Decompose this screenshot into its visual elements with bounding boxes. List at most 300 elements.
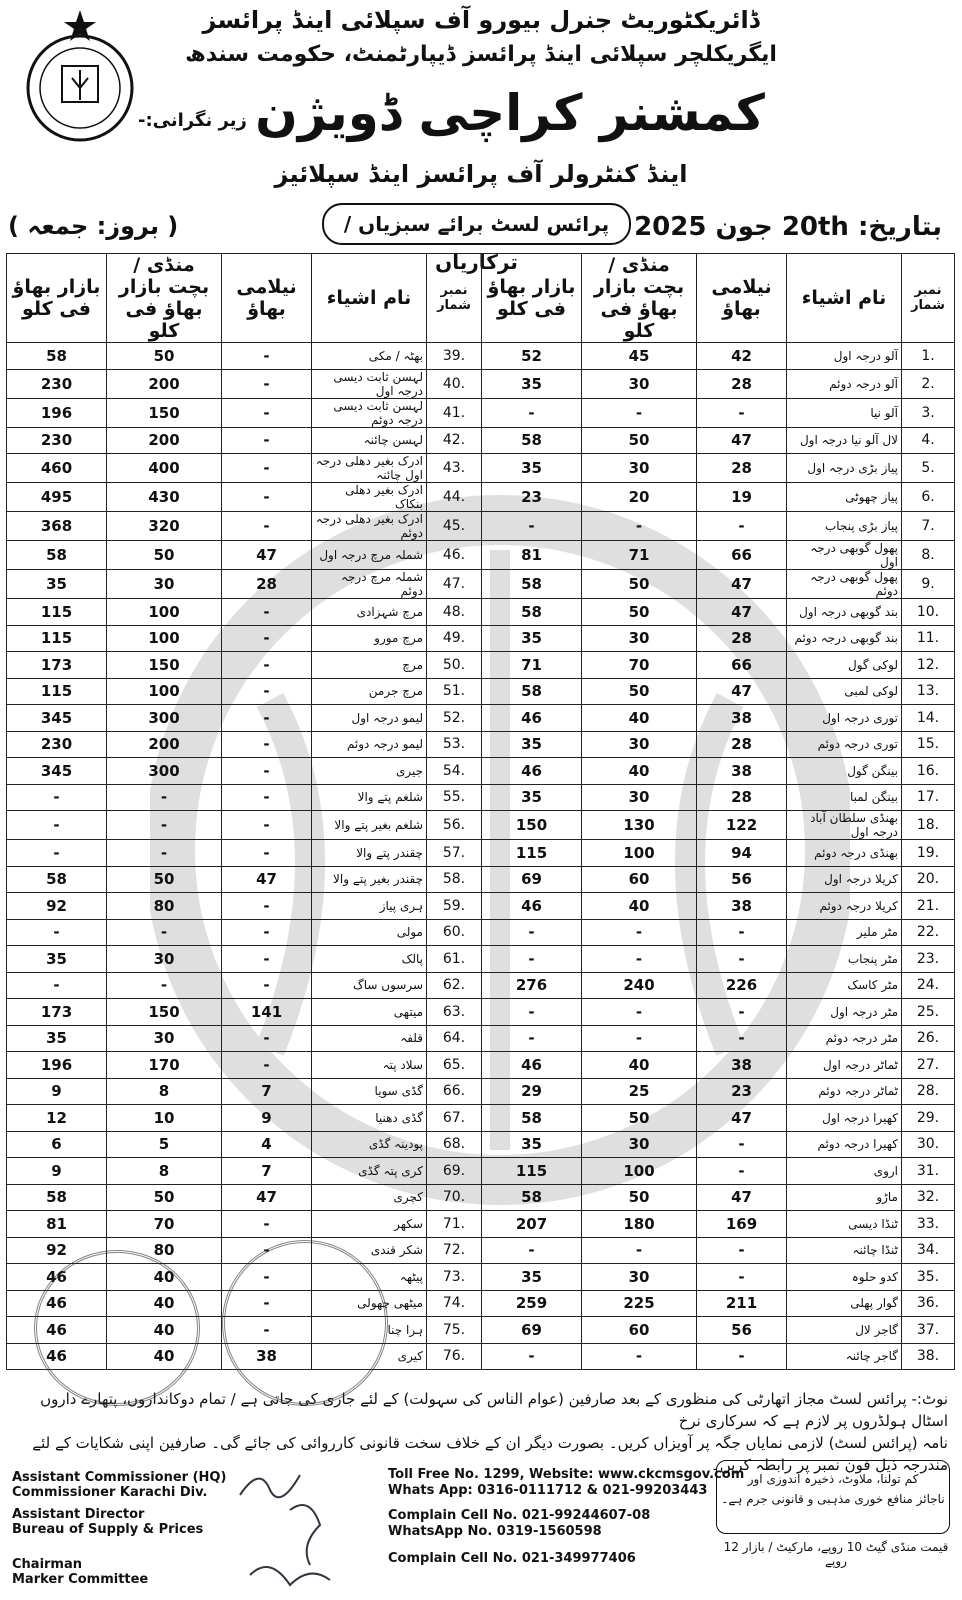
auction-cell: - bbox=[222, 1237, 312, 1264]
table-row bbox=[7, 369, 955, 398]
item-name-cell: ٹنڈا دیسی bbox=[787, 1211, 902, 1238]
table-row bbox=[7, 678, 955, 705]
col-mandi-left: منڈی / بچت بازار بھاؤ فی کلو bbox=[107, 254, 222, 343]
auction-cell: 66 bbox=[697, 541, 787, 570]
col-auction-right: نیلامی بھاؤ bbox=[697, 254, 787, 343]
bazar-cell: 46 bbox=[482, 758, 582, 785]
item-name-cell: لیمو درجہ اول bbox=[312, 705, 427, 732]
serial-cell: 32. bbox=[902, 1184, 955, 1211]
mandi-cell: - bbox=[107, 972, 222, 999]
item-name-cell: لوکی گول bbox=[787, 652, 902, 679]
item-name-cell: آلو درجہ اول bbox=[787, 343, 902, 370]
serial-cell: 24. bbox=[902, 972, 955, 999]
auction-cell: - bbox=[222, 972, 312, 999]
bazar-cell: 9 bbox=[7, 1158, 107, 1185]
auction-cell: 28 bbox=[697, 784, 787, 811]
signatory-1-title: Assistant Commissioner (HQ) bbox=[12, 1470, 227, 1485]
bazar-cell: 115 bbox=[7, 678, 107, 705]
auction-cell: 141 bbox=[222, 999, 312, 1026]
item-name-cell: آلو نیا bbox=[787, 398, 902, 427]
bazar-cell: 35 bbox=[482, 454, 582, 483]
bazar-cell: - bbox=[7, 784, 107, 811]
item-name-cell: شلغم بغیر پتے والا bbox=[312, 811, 427, 840]
table-row bbox=[7, 1131, 955, 1158]
mandi-cell: 200 bbox=[107, 731, 222, 758]
item-name-cell: چقندر بغیر پتے والا bbox=[312, 866, 427, 893]
notice-line-1: نوٹ:- پرائس لسٹ مجاز اتھارٹی کی منظوری کے بعد صارفین (عوام الناس کی سہولت) کے لئے جاری کی جاتی ہے / تمام دوکانداروں، پتھارے داروں اسٹال ہولڈروں پر لازم ہے کہ سرکاری نرخ bbox=[40, 1390, 948, 1430]
table-row bbox=[7, 999, 955, 1026]
auction-cell: - bbox=[697, 512, 787, 541]
item-name-cell: ٹماٹر درجہ اول bbox=[787, 1052, 902, 1079]
mandi-cell: 80 bbox=[107, 893, 222, 920]
signatory-1-office: Commissioner Karachi Div. bbox=[12, 1485, 208, 1500]
serial-cell: 55. bbox=[427, 784, 482, 811]
serial-cell: 41. bbox=[427, 398, 482, 427]
mandi-cell: 300 bbox=[107, 705, 222, 732]
bazar-cell: 115 bbox=[482, 1158, 582, 1185]
item-name-cell: شملہ مرچ درجہ دوئم bbox=[312, 570, 427, 599]
bazar-cell: - bbox=[7, 919, 107, 946]
col-item-right: نام اشیاء bbox=[787, 254, 902, 343]
bazar-cell: 35 bbox=[7, 946, 107, 973]
col-mandi-right: منڈی / بچت بازار بھاؤ فی کلو bbox=[582, 254, 697, 343]
bazar-cell: - bbox=[482, 919, 582, 946]
auction-cell: - bbox=[697, 398, 787, 427]
auction-cell: - bbox=[697, 999, 787, 1026]
mandi-cell: 30 bbox=[582, 454, 697, 483]
bazar-cell: 46 bbox=[7, 1290, 107, 1317]
table-row bbox=[7, 625, 955, 652]
mandi-cell: 80 bbox=[107, 1237, 222, 1264]
auction-cell: 56 bbox=[697, 1317, 787, 1344]
auction-cell: 47 bbox=[697, 678, 787, 705]
mandi-cell: - bbox=[582, 919, 697, 946]
mandi-cell: 50 bbox=[107, 866, 222, 893]
bazar-cell: 115 bbox=[7, 599, 107, 626]
contact-whatsapp-2: WhatsApp No. 0319-1560598 bbox=[388, 1524, 602, 1539]
auction-cell: 47 bbox=[697, 570, 787, 599]
item-name-cell: مٹر ملیر bbox=[787, 919, 902, 946]
auction-cell: 38 bbox=[697, 1052, 787, 1079]
item-name-cell: جیری bbox=[312, 758, 427, 785]
bazar-cell: 58 bbox=[482, 678, 582, 705]
item-name-cell: کریلا درجہ اول bbox=[787, 866, 902, 893]
table-row bbox=[7, 343, 955, 370]
auction-cell: 122 bbox=[697, 811, 787, 840]
bazar-cell: 35 bbox=[482, 1264, 582, 1291]
serial-cell: 50. bbox=[427, 652, 482, 679]
bazar-cell: 58 bbox=[482, 570, 582, 599]
header-directorate: ڈائریکٹوریٹ جنرل بیورو آف سپلائی اینڈ پرائسز bbox=[202, 6, 760, 34]
bazar-cell: 71 bbox=[482, 652, 582, 679]
bazar-cell: 35 bbox=[7, 1025, 107, 1052]
auction-cell: - bbox=[222, 483, 312, 512]
price-list-label: پرائس لسٹ برائے سبزیاں / ترکاریاں bbox=[322, 203, 631, 245]
table-row bbox=[7, 946, 955, 973]
mandi-cell: 40 bbox=[582, 1052, 697, 1079]
auction-cell: 47 bbox=[222, 541, 312, 570]
directorate-stamp bbox=[222, 1240, 388, 1406]
mandi-cell: 45 bbox=[582, 343, 697, 370]
contact-toll-free: Toll Free No. 1299, Website: www.ckcmsgov.com bbox=[388, 1467, 745, 1482]
item-name-cell: بھٹہ / مکی bbox=[312, 343, 427, 370]
col-item-left: نام اشیاء bbox=[312, 254, 427, 343]
bazar-cell: 58 bbox=[482, 599, 582, 626]
header-controller: اینڈ کنٹرولر آف پرائسز اینڈ سپلائیز bbox=[274, 160, 688, 188]
serial-cell: 30. bbox=[902, 1131, 955, 1158]
item-name-cell: مرچ شہزادی bbox=[312, 599, 427, 626]
auction-cell: 23 bbox=[697, 1078, 787, 1105]
item-name-cell: کچری bbox=[312, 1184, 427, 1211]
item-name-cell: بند گوبھی درجہ اول bbox=[787, 599, 902, 626]
auction-cell: 4 bbox=[222, 1131, 312, 1158]
item-name-cell: بند گوبھی درجہ دوئم bbox=[787, 625, 902, 652]
item-name-cell: شلغم پتے والا bbox=[312, 784, 427, 811]
item-name-cell: پودینہ گڈی bbox=[312, 1131, 427, 1158]
serial-cell: 44. bbox=[427, 483, 482, 512]
serial-cell: 64. bbox=[427, 1025, 482, 1052]
serial-cell: 59. bbox=[427, 893, 482, 920]
item-name-cell: گڈی دھنیا bbox=[312, 1105, 427, 1132]
serial-cell: 56. bbox=[427, 811, 482, 840]
item-name-cell: توری درجہ دوئم bbox=[787, 731, 902, 758]
mandi-cell: 225 bbox=[582, 1290, 697, 1317]
serial-cell: 29. bbox=[902, 1105, 955, 1132]
mandi-cell: 300 bbox=[107, 758, 222, 785]
mandi-cell: 30 bbox=[582, 731, 697, 758]
auction-cell: - bbox=[697, 1343, 787, 1370]
serial-cell: 58. bbox=[427, 866, 482, 893]
serial-cell: 43. bbox=[427, 454, 482, 483]
signatory-2-title: Assistant Director bbox=[12, 1507, 145, 1522]
mandi-cell: 40 bbox=[107, 1317, 222, 1344]
item-name-cell: پھول گوبھی درجہ اول bbox=[787, 541, 902, 570]
table-row bbox=[7, 1025, 955, 1052]
bazar-cell: 495 bbox=[7, 483, 107, 512]
auction-cell: - bbox=[697, 1025, 787, 1052]
item-name-cell: بینگن گول bbox=[787, 758, 902, 785]
serial-cell: 62. bbox=[427, 972, 482, 999]
auction-cell: 169 bbox=[697, 1211, 787, 1238]
table-row bbox=[7, 840, 955, 867]
bazar-cell: 196 bbox=[7, 398, 107, 427]
price-table bbox=[6, 253, 955, 1370]
bazar-cell: 46 bbox=[7, 1317, 107, 1344]
table-row bbox=[7, 731, 955, 758]
auction-cell: 47 bbox=[697, 1184, 787, 1211]
table-row bbox=[7, 483, 955, 512]
bazar-cell: 46 bbox=[482, 893, 582, 920]
item-name-cell: لہسن ثابت دیسی درجہ دوئم bbox=[312, 398, 427, 427]
auction-cell: - bbox=[222, 369, 312, 398]
auction-cell: - bbox=[222, 893, 312, 920]
mandi-cell: 40 bbox=[107, 1290, 222, 1317]
serial-cell: 72. bbox=[427, 1237, 482, 1264]
mandi-cell: 40 bbox=[107, 1343, 222, 1370]
table-row bbox=[7, 1052, 955, 1079]
mandi-cell: - bbox=[582, 1025, 697, 1052]
serial-cell: 51. bbox=[427, 678, 482, 705]
bazar-cell: 230 bbox=[7, 369, 107, 398]
auction-cell: - bbox=[222, 1290, 312, 1317]
serial-cell: 25. bbox=[902, 999, 955, 1026]
serial-cell: 27. bbox=[902, 1052, 955, 1079]
mandi-cell: 180 bbox=[582, 1211, 697, 1238]
bazar-cell: 35 bbox=[7, 570, 107, 599]
mandi-cell: 170 bbox=[107, 1052, 222, 1079]
mandi-cell: 70 bbox=[582, 652, 697, 679]
auction-cell: 38 bbox=[697, 893, 787, 920]
item-name-cell: سرسوں ساگ bbox=[312, 972, 427, 999]
serial-cell: 9. bbox=[902, 570, 955, 599]
serial-cell: 34. bbox=[902, 1237, 955, 1264]
mandi-cell: 8 bbox=[107, 1078, 222, 1105]
serial-cell: 54. bbox=[427, 758, 482, 785]
table-row bbox=[7, 758, 955, 785]
bazar-cell: 58 bbox=[7, 866, 107, 893]
table-row bbox=[7, 454, 955, 483]
mandi-cell: - bbox=[582, 999, 697, 1026]
mandi-cell: 40 bbox=[107, 1264, 222, 1291]
auction-cell: - bbox=[697, 1131, 787, 1158]
table-row bbox=[7, 427, 955, 454]
item-name-cell: ٹماٹر درجہ دوئم bbox=[787, 1078, 902, 1105]
serial-cell: 7. bbox=[902, 512, 955, 541]
auction-cell: 47 bbox=[222, 1184, 312, 1211]
item-name-cell: مٹر کاسک bbox=[787, 972, 902, 999]
bazar-cell: 259 bbox=[482, 1290, 582, 1317]
table-row bbox=[7, 599, 955, 626]
bazar-cell: 150 bbox=[482, 811, 582, 840]
mandi-cell: 200 bbox=[107, 427, 222, 454]
auction-cell: 38 bbox=[697, 758, 787, 785]
bazar-cell: 368 bbox=[7, 512, 107, 541]
auction-cell: 28 bbox=[697, 454, 787, 483]
bazar-cell: - bbox=[482, 398, 582, 427]
bazar-cell: - bbox=[7, 972, 107, 999]
item-name-cell: توری درجہ اول bbox=[787, 705, 902, 732]
auction-cell: 47 bbox=[697, 599, 787, 626]
auction-cell: 47 bbox=[697, 1105, 787, 1132]
bazar-cell: 345 bbox=[7, 705, 107, 732]
bazar-cell: 9 bbox=[7, 1078, 107, 1105]
auction-cell: - bbox=[222, 705, 312, 732]
serial-cell: 52. bbox=[427, 705, 482, 732]
bazar-cell: 58 bbox=[482, 1105, 582, 1132]
mandi-cell: 100 bbox=[107, 599, 222, 626]
table-row bbox=[7, 1184, 955, 1211]
mandi-cell: 50 bbox=[582, 599, 697, 626]
bazar-cell: - bbox=[482, 1237, 582, 1264]
auction-cell: - bbox=[222, 919, 312, 946]
auction-cell: - bbox=[222, 625, 312, 652]
mandi-cell: 430 bbox=[107, 483, 222, 512]
item-name-cell: اروی bbox=[787, 1158, 902, 1185]
item-name-cell: پیاز بڑی درجہ اول bbox=[787, 454, 902, 483]
bazar-cell: - bbox=[7, 840, 107, 867]
mandi-cell: 100 bbox=[582, 840, 697, 867]
mandi-cell: 8 bbox=[107, 1158, 222, 1185]
auction-cell: 42 bbox=[697, 343, 787, 370]
bazar-cell: 58 bbox=[7, 1184, 107, 1211]
item-name-cell: پیاز چھوٹی bbox=[787, 483, 902, 512]
bazar-cell: 46 bbox=[7, 1264, 107, 1291]
auction-cell: - bbox=[222, 678, 312, 705]
bazar-cell: 69 bbox=[482, 866, 582, 893]
col-bazar-right: بازار بھاؤ فی کلو bbox=[482, 254, 582, 343]
mandi-cell: - bbox=[582, 1343, 697, 1370]
mandi-cell: 50 bbox=[582, 1184, 697, 1211]
auction-cell: - bbox=[222, 599, 312, 626]
item-name-cell: کیری bbox=[312, 1343, 427, 1370]
item-name-cell: ہری پیاز bbox=[312, 893, 427, 920]
contact-complain-cell-2: Complain Cell No. 021-349977406 bbox=[388, 1551, 636, 1566]
bazar-cell: 46 bbox=[482, 705, 582, 732]
auction-cell: 28 bbox=[697, 369, 787, 398]
mandi-cell: 20 bbox=[582, 483, 697, 512]
serial-cell: 33. bbox=[902, 1211, 955, 1238]
mandi-cell: 50 bbox=[582, 570, 697, 599]
mandi-cell: 30 bbox=[107, 570, 222, 599]
serial-cell: 3. bbox=[902, 398, 955, 427]
serial-cell: 21. bbox=[902, 893, 955, 920]
signature-marks bbox=[230, 1465, 340, 1595]
item-name-cell: لوکی لمبی bbox=[787, 678, 902, 705]
item-name-cell: شملہ مرچ درجہ اول bbox=[312, 541, 427, 570]
serial-cell: 19. bbox=[902, 840, 955, 867]
bazar-cell: 29 bbox=[482, 1078, 582, 1105]
auction-cell: - bbox=[222, 784, 312, 811]
bazar-cell: 58 bbox=[482, 427, 582, 454]
table-row bbox=[7, 652, 955, 679]
auction-cell: - bbox=[222, 343, 312, 370]
signatory-chairman bbox=[12, 1557, 148, 1587]
mandi-cell: 200 bbox=[107, 369, 222, 398]
item-name-cell: کھیرا درجہ اول bbox=[787, 1105, 902, 1132]
serial-cell: 12. bbox=[902, 652, 955, 679]
auction-cell: - bbox=[697, 946, 787, 973]
item-name-cell: ماڑو bbox=[787, 1184, 902, 1211]
table-row bbox=[7, 512, 955, 541]
auction-cell: 38 bbox=[222, 1343, 312, 1370]
item-name-cell: لہسن چائنہ bbox=[312, 427, 427, 454]
mandi-cell: 50 bbox=[582, 427, 697, 454]
item-name-cell: گڈی سویا bbox=[312, 1078, 427, 1105]
table-row bbox=[7, 972, 955, 999]
auction-cell: 211 bbox=[697, 1290, 787, 1317]
serial-cell: 13. bbox=[902, 678, 955, 705]
item-name-cell: مٹر پنجاب bbox=[787, 946, 902, 973]
item-name-cell: آلو درجہ دوئم bbox=[787, 369, 902, 398]
mandi-cell: 50 bbox=[107, 541, 222, 570]
serial-cell: 61. bbox=[427, 946, 482, 973]
auction-cell: 66 bbox=[697, 652, 787, 679]
table-row bbox=[7, 1105, 955, 1132]
auction-cell: - bbox=[222, 731, 312, 758]
bazar-cell: - bbox=[482, 1343, 582, 1370]
serial-cell: 1. bbox=[902, 343, 955, 370]
serial-cell: 63. bbox=[427, 999, 482, 1026]
bazar-cell: 81 bbox=[482, 541, 582, 570]
serial-cell: 69. bbox=[427, 1158, 482, 1185]
item-name-cell: بھنڈی سلطان آباد درجہ اول bbox=[787, 811, 902, 840]
bazar-cell: 230 bbox=[7, 731, 107, 758]
item-name-cell: پیاز بڑی پنجاب bbox=[787, 512, 902, 541]
bazar-cell: 58 bbox=[482, 1184, 582, 1211]
bazar-cell: 230 bbox=[7, 427, 107, 454]
signatory-3-office: Marker Committee bbox=[12, 1572, 149, 1587]
bazar-cell: 69 bbox=[482, 1317, 582, 1344]
serial-cell: 23. bbox=[902, 946, 955, 973]
contact-complain-cell-1: Complain Cell No. 021-99244607-08 bbox=[388, 1508, 651, 1523]
serial-cell: 6. bbox=[902, 483, 955, 512]
bazar-cell: 46 bbox=[7, 1343, 107, 1370]
auction-cell: - bbox=[222, 427, 312, 454]
auction-cell: - bbox=[222, 946, 312, 973]
table-row bbox=[7, 784, 955, 811]
auction-cell: 38 bbox=[697, 705, 787, 732]
auction-cell: - bbox=[222, 1211, 312, 1238]
notice-line-2: نامہ (پرائس لسٹ) لازمی نمایاں جگہ پر آویزاں کریں۔ بصورت دیگر ان کے خلاف سخت قانونی کارروائی کی جائے گی۔ صارفین اپنی شکایات کے لئے مندرجہ ذیل فون نمبر پر رابطہ کریں۔ bbox=[32, 1434, 948, 1474]
table-row bbox=[7, 398, 955, 427]
item-name-cell: سکھر bbox=[312, 1211, 427, 1238]
item-name-cell: کریلا درجہ دوئم bbox=[787, 893, 902, 920]
item-name-cell: میٹھی چھولی bbox=[312, 1290, 427, 1317]
item-name-cell: ٹنڈا چائنہ bbox=[787, 1237, 902, 1264]
auction-cell: - bbox=[697, 1237, 787, 1264]
item-name-cell: پیٹھہ bbox=[312, 1264, 427, 1291]
serial-cell: 16. bbox=[902, 758, 955, 785]
bazar-cell: - bbox=[482, 512, 582, 541]
auction-cell: - bbox=[697, 1158, 787, 1185]
auction-cell: 9 bbox=[222, 1105, 312, 1132]
serial-cell: 42. bbox=[427, 427, 482, 454]
serial-cell: 20. bbox=[902, 866, 955, 893]
table-row bbox=[7, 919, 955, 946]
bazar-cell: 23 bbox=[482, 483, 582, 512]
mandi-cell: 100 bbox=[107, 625, 222, 652]
table-row bbox=[7, 1078, 955, 1105]
bazar-cell: - bbox=[482, 946, 582, 973]
item-name-cell: لیمو درجہ دوئم bbox=[312, 731, 427, 758]
auction-cell: 47 bbox=[222, 866, 312, 893]
bazar-cell: - bbox=[7, 811, 107, 840]
mandi-cell: 71 bbox=[582, 541, 697, 570]
auction-cell: - bbox=[697, 1264, 787, 1291]
mandi-cell: 30 bbox=[107, 1025, 222, 1052]
item-name-cell: گاجر چائنہ bbox=[787, 1343, 902, 1370]
auction-cell: 28 bbox=[222, 570, 312, 599]
serial-cell: 8. bbox=[902, 541, 955, 570]
auction-cell: 7 bbox=[222, 1158, 312, 1185]
item-name-cell: ادرک بغیر دھلی درجہ اول چائنہ bbox=[312, 454, 427, 483]
col-sr-right: نمبر شمار bbox=[902, 254, 955, 343]
bazar-cell: 207 bbox=[482, 1211, 582, 1238]
serial-cell: 40. bbox=[427, 369, 482, 398]
auction-cell: 56 bbox=[697, 866, 787, 893]
serial-cell: 28. bbox=[902, 1078, 955, 1105]
auction-cell: 28 bbox=[697, 625, 787, 652]
table-row bbox=[7, 1158, 955, 1185]
mandi-cell: 320 bbox=[107, 512, 222, 541]
warning-line-1: کم تولنا، ملاوٹ، ذخیرہ اندوزی اور bbox=[747, 1472, 919, 1486]
item-name-cell: کدو حلوہ bbox=[787, 1264, 902, 1291]
bazar-cell: 173 bbox=[7, 652, 107, 679]
mandi-cell: 30 bbox=[107, 946, 222, 973]
serial-cell: 48. bbox=[427, 599, 482, 626]
bazar-cell: 58 bbox=[7, 343, 107, 370]
mandi-cell: - bbox=[107, 811, 222, 840]
